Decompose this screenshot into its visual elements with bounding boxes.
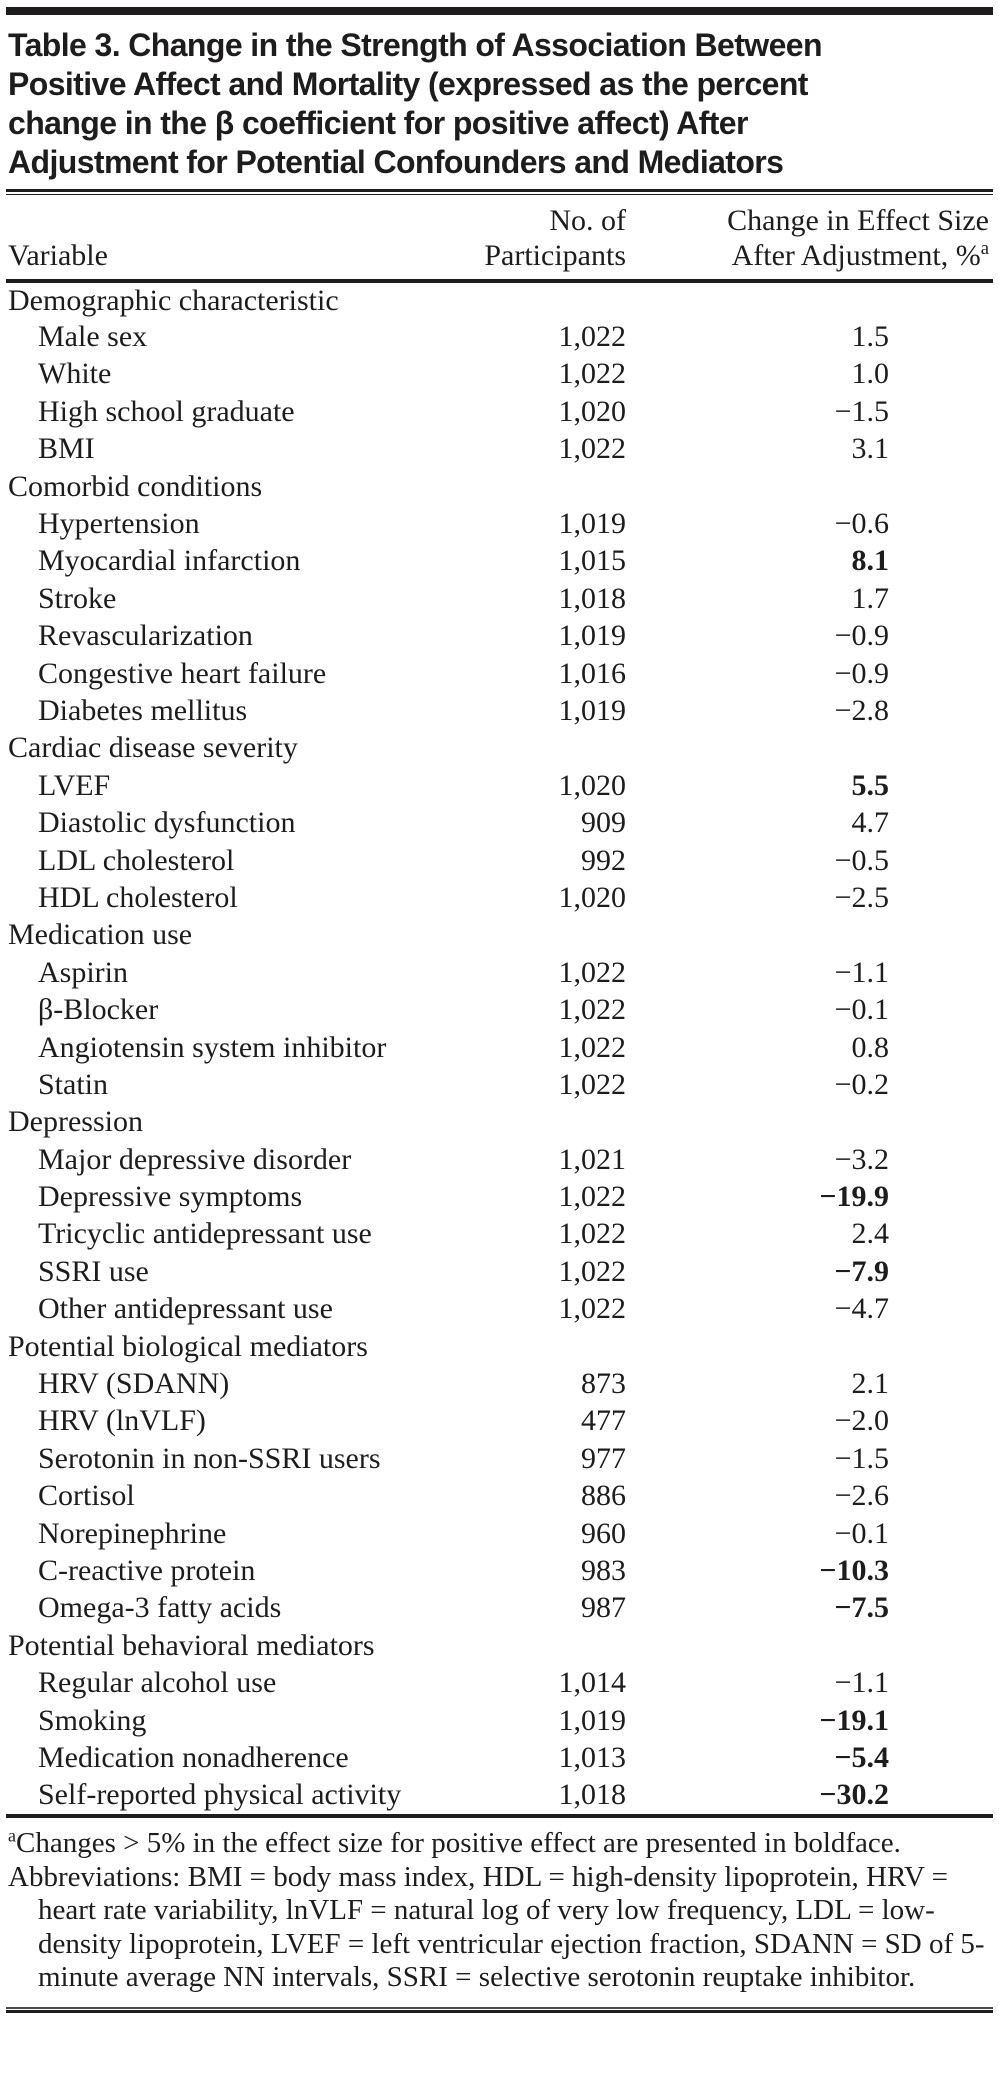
variable-cell: Congestive heart failure: [38, 656, 327, 690]
column-header-participants-line2: Participants: [484, 239, 626, 272]
participants-cell: 1,013: [558, 1740, 626, 1774]
table-row: [6, 842, 993, 879]
change-cell: −19.9: [819, 1180, 889, 1214]
table-row: [6, 1291, 993, 1328]
change-cell: 0.8: [851, 1030, 889, 1064]
variable-cell: Self-reported physical activity: [38, 1778, 402, 1812]
variable-cell: Male sex: [38, 320, 148, 354]
table-row: [6, 1664, 993, 1701]
variable-cell: Cortisol: [38, 1479, 135, 1513]
participants-cell: 1,019: [558, 507, 626, 541]
table-row: [6, 1216, 993, 1253]
table-row: [6, 804, 993, 841]
change-cell: −0.9: [834, 656, 889, 690]
table-body: [6, 281, 993, 1814]
table-row: [6, 1552, 993, 1589]
participants-cell: 1,015: [558, 544, 626, 578]
participants-cell: 1,018: [558, 1778, 626, 1812]
table-row: [6, 1365, 993, 1402]
table-row: [6, 1440, 993, 1477]
column-header-variable: [6, 195, 456, 281]
change-cell: 3.1: [851, 432, 889, 466]
section-label: Demographic characteristic: [8, 283, 339, 317]
variable-cell: Diabetes mellitus: [38, 693, 248, 727]
table-title-line: Adjustment for Potential Confounders and Mediators: [8, 144, 784, 180]
section-row: [6, 730, 993, 767]
change-cell: −4.7: [834, 1292, 889, 1326]
variable-cell: Regular alcohol use: [38, 1666, 277, 1700]
change-cell: −7.5: [834, 1591, 889, 1625]
variable-cell: Norepinephrine: [38, 1516, 227, 1550]
change-cell: 1.0: [851, 357, 889, 391]
column-header-change-line2-text: After Adjustment, %: [731, 239, 981, 272]
table-row: [6, 1515, 993, 1552]
top-rule: [6, 7, 993, 15]
footnote-a-marker: a: [980, 238, 989, 259]
participants-cell: 1,022: [558, 1254, 626, 1288]
participants-cell: 886: [581, 1479, 626, 1513]
change-cell: −7.9: [834, 1254, 889, 1288]
table-row: [6, 356, 993, 393]
participants-cell: 983: [581, 1553, 626, 1587]
footnote-abbreviations: [8, 1861, 991, 1995]
table-row: [6, 318, 993, 355]
participants-cell: 1,020: [558, 768, 626, 802]
participants-cell: 1,022: [558, 320, 626, 354]
variable-cell: Medication nonadherence: [38, 1740, 349, 1774]
change-cell: 1.7: [851, 581, 889, 615]
participants-cell: 960: [581, 1516, 626, 1550]
change-cell: 5.5: [851, 768, 889, 802]
bottom-rule: [6, 2007, 993, 2013]
section-label: Potential biological mediators: [8, 1329, 368, 1363]
table-row: [6, 543, 993, 580]
change-cell: −1.5: [834, 394, 889, 428]
variable-cell: Diastolic dysfunction: [38, 806, 296, 840]
table-title-line: change in the β coefficient for positive affect) After: [8, 105, 748, 141]
table-title-line: Table 3. Change in the Strength of Association Between: [8, 27, 822, 63]
participants-cell: 1,019: [558, 1703, 626, 1737]
variable-cell: Hypertension: [38, 507, 200, 541]
section-label: Potential behavioral mediators: [8, 1628, 375, 1662]
table-row: [6, 431, 993, 468]
participants-cell: 1,022: [558, 432, 626, 466]
table-row: [6, 1403, 993, 1440]
variable-cell: Statin: [38, 1067, 109, 1101]
table-row: [6, 1178, 993, 1215]
variable-cell: Myocardial infarction: [38, 544, 301, 578]
change-cell: −1.1: [834, 1666, 889, 1700]
participants-cell: 992: [581, 843, 626, 877]
participants-cell: 1,022: [558, 1030, 626, 1064]
variable-cell: Major depressive disorder: [38, 1142, 352, 1176]
change-cell: −0.6: [834, 507, 889, 541]
change-cell: −19.1: [819, 1703, 889, 1737]
change-cell: −30.2: [819, 1778, 889, 1812]
participants-cell: 909: [581, 806, 626, 840]
header-row: [6, 195, 993, 281]
participants-cell: 977: [581, 1441, 626, 1475]
change-cell: −2.5: [834, 880, 889, 914]
variable-cell: Other antidepressant use: [38, 1292, 333, 1326]
participants-cell: 1,022: [558, 955, 626, 989]
variable-cell: Angiotensin system inhibitor: [38, 1030, 387, 1064]
section-row: [6, 281, 993, 318]
section-label: Depression: [8, 1105, 143, 1139]
participants-cell: 1,022: [558, 1067, 626, 1101]
table-bottom-rule: [6, 1814, 993, 1818]
table-row: [6, 879, 993, 916]
data-table: [6, 195, 993, 1814]
participants-cell: 1,022: [558, 1292, 626, 1326]
table-row: [6, 655, 993, 692]
table-row: [6, 1253, 993, 1290]
section-row: [6, 917, 993, 954]
participants-cell: 1,021: [558, 1142, 626, 1176]
variable-cell: HRV (lnVLF): [38, 1404, 206, 1438]
variable-cell: Smoking: [38, 1703, 147, 1737]
variable-cell: Depressive symptoms: [38, 1180, 303, 1214]
variable-cell: SSRI use: [38, 1254, 149, 1288]
change-cell: 8.1: [851, 544, 889, 578]
table-row: [6, 954, 993, 991]
participants-cell: 1,014: [558, 1666, 626, 1700]
variable-cell: HRV (SDANN): [38, 1367, 230, 1401]
column-header-change: [626, 195, 993, 281]
change-cell: −0.9: [834, 619, 889, 653]
participants-cell: 477: [581, 1404, 626, 1438]
change-cell: −3.2: [834, 1142, 889, 1176]
variable-cell: BMI: [38, 432, 95, 466]
participants-cell: 1,020: [558, 394, 626, 428]
change-cell: −0.1: [834, 993, 889, 1027]
variable-cell: High school graduate: [38, 394, 295, 428]
table-row: [6, 767, 993, 804]
table-row: [6, 1702, 993, 1739]
table-row: [6, 1777, 993, 1814]
table-row: [6, 1590, 993, 1627]
table-row: [6, 618, 993, 655]
change-cell: −2.6: [834, 1479, 889, 1513]
variable-cell: LDL cholesterol: [38, 843, 235, 877]
participants-cell: 1,022: [558, 1180, 626, 1214]
change-cell: −0.5: [834, 843, 889, 877]
change-cell: 2.4: [851, 1217, 889, 1251]
table-row: [6, 393, 993, 430]
variable-cell: LVEF: [38, 768, 111, 802]
participants-cell: 1,022: [558, 993, 626, 1027]
change-cell: −1.1: [834, 955, 889, 989]
table-row: [6, 1478, 993, 1515]
table-row: [6, 505, 993, 542]
section-row: [6, 1328, 993, 1365]
section-row: [6, 1627, 993, 1664]
table-row: [6, 1029, 993, 1066]
change-cell: −1.5: [834, 1441, 889, 1475]
participants-cell: 987: [581, 1591, 626, 1625]
table-row: [6, 1141, 993, 1178]
variable-cell: HDL cholesterol: [38, 880, 238, 914]
participants-cell: 1,020: [558, 880, 626, 914]
section-row: [6, 1104, 993, 1141]
variable-cell: Tricyclic antidepressant use: [38, 1217, 372, 1251]
change-cell: −2.8: [834, 693, 889, 727]
participants-cell: 1,016: [558, 656, 626, 690]
variable-cell: β-Blocker: [38, 993, 159, 1027]
section-label: Comorbid conditions: [8, 469, 263, 503]
table-row: [6, 1066, 993, 1103]
column-header-change-line2: [626, 238, 989, 273]
table-row: [6, 692, 993, 729]
participants-cell: 1,022: [558, 1217, 626, 1251]
change-cell: −0.2: [834, 1067, 889, 1101]
column-header-change-line1: Change in Effect Size: [727, 204, 989, 237]
participants-cell: 1,018: [558, 581, 626, 615]
column-header-participants-line1: No. of: [549, 204, 626, 237]
table-header: [6, 195, 993, 281]
footnote-a-superscript: a: [8, 1825, 16, 1846]
change-cell: 1.5: [851, 320, 889, 354]
change-cell: 2.1: [851, 1367, 889, 1401]
participants-cell: 873: [581, 1367, 626, 1401]
participants-cell: 1,019: [558, 619, 626, 653]
change-cell: −5.4: [834, 1740, 889, 1774]
footnote-a-text: Changes > 5% in the effect size for positive effect are presented in boldface.: [15, 1827, 901, 1860]
variable-cell: Revascularization: [38, 619, 253, 653]
variable-cell: White: [38, 357, 112, 391]
table-row: [6, 991, 993, 1028]
table-title-line: Positive Affect and Mortality (expressed as the percent: [8, 66, 808, 102]
variable-cell: Stroke: [38, 581, 117, 615]
change-cell: 4.7: [851, 806, 889, 840]
column-header-variable-label: Variable: [8, 239, 108, 272]
section-label: Medication use: [8, 918, 193, 952]
column-header-participants: [456, 195, 626, 281]
participants-cell: 1,019: [558, 693, 626, 727]
footnote-a: [8, 1827, 991, 1861]
change-cell: −10.3: [819, 1553, 889, 1587]
footnote-abbreviations-text: Abbreviations: BMI = body mass index, HDL = high-density lipoprotein, HRV = heart rate variability, lnVLF = natural log of very low frequency, LDL = low-density lipoprotein, LVEF = left ventricular ejection fraction, SDANN = SD of 5-minute average NN intervals, SSRI = selective serotonin reuptake inhibitor.: [8, 1860, 985, 1994]
change-cell: −0.1: [834, 1516, 889, 1550]
section-row: [6, 468, 993, 505]
variable-cell: C-reactive protein: [38, 1553, 256, 1587]
variable-cell: Omega-3 fatty acids: [38, 1591, 282, 1625]
table-title: [8, 26, 991, 182]
footnotes: [8, 1827, 991, 1995]
section-label: Cardiac disease severity: [8, 731, 298, 765]
change-cell: −2.0: [834, 1404, 889, 1438]
participants-cell: 1,022: [558, 357, 626, 391]
variable-cell: Aspirin: [38, 955, 128, 989]
variable-cell: Serotonin in non-SSRI users: [38, 1441, 381, 1475]
table-row: [6, 580, 993, 617]
table-row: [6, 1739, 993, 1776]
